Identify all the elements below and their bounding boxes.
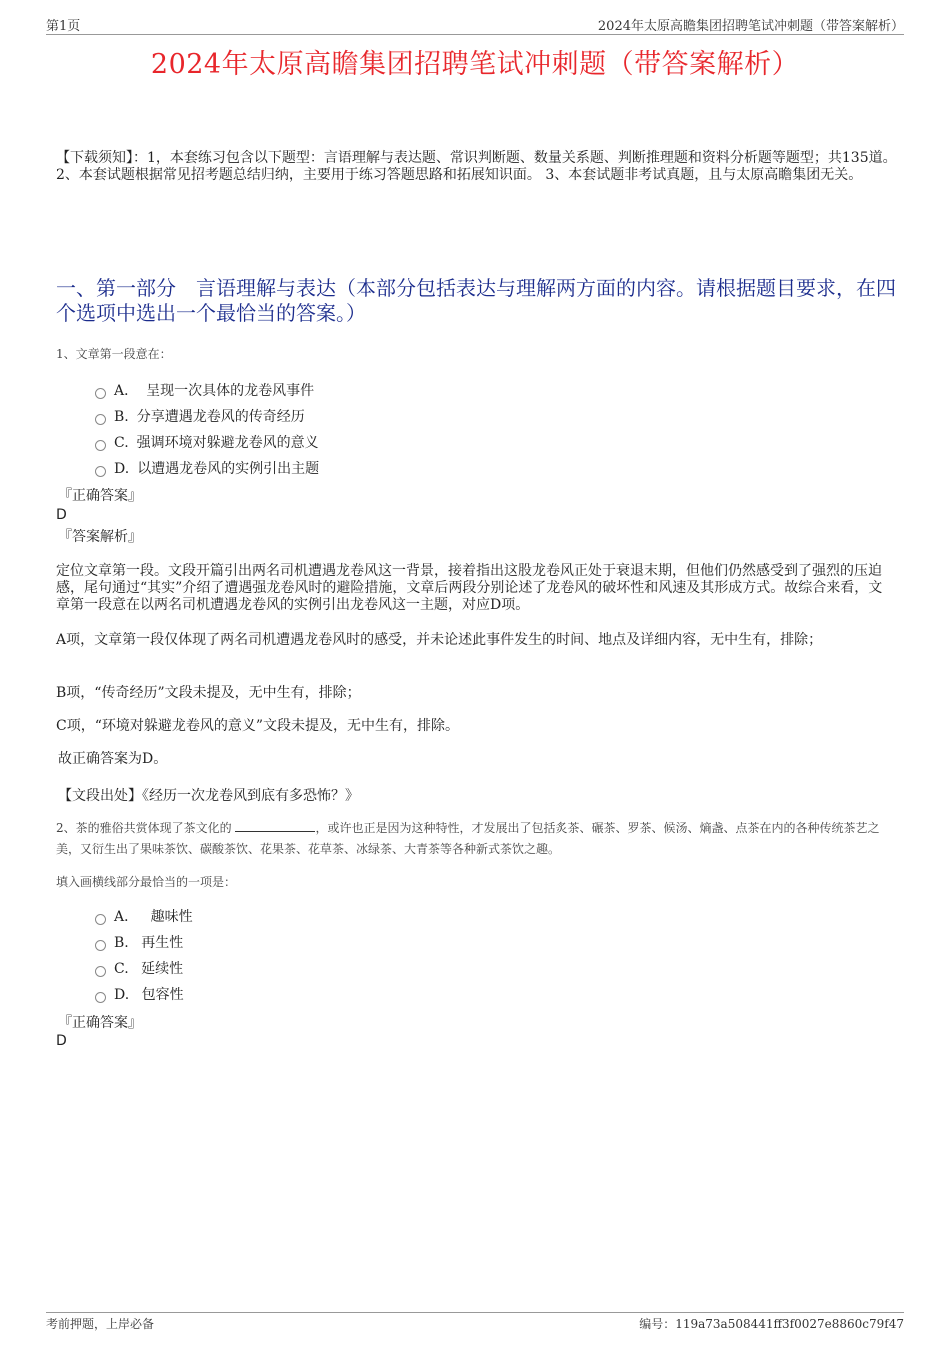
document-title: 2024年太原高瞻集团招聘笔试冲刺题（带答案解析） — [150, 49, 800, 80]
option-text: 以遭遇龙卷风的实例引出主题 — [137, 461, 320, 477]
radio-icon[interactable] — [95, 966, 106, 977]
question-1-option-d[interactable] — [95, 456, 319, 482]
question-1-option-b[interactable] — [95, 404, 319, 430]
question-2-answer-label: 『正确答案』 — [58, 1015, 142, 1031]
question-1-option-c[interactable] — [95, 430, 319, 456]
section-heading: 一、第一部分 言语理解与表达（本部分包括表达与理解两方面的内容。请根据题目要求，在四个选项中选出一个最恰当的答案。） — [56, 276, 896, 325]
radio-icon[interactable] — [95, 466, 106, 477]
question-2-option-c[interactable] — [95, 956, 193, 982]
question-2-answer: D — [56, 1033, 67, 1049]
option-letter: D. — [114, 461, 130, 477]
question-2-options — [95, 904, 193, 1008]
radio-icon[interactable] — [95, 440, 106, 451]
option-text: 再生性 — [141, 935, 184, 951]
option-text: 呈现一次具体的龙卷风事件 — [146, 383, 315, 399]
radio-icon[interactable] — [95, 992, 106, 1003]
question-1-stem: 1、文章第一段意在： — [56, 347, 172, 361]
option-text: 包容性 — [141, 987, 184, 1003]
footer-serial: 编号：119a73a508441ff3f0027e8860c79f47 — [639, 1317, 904, 1331]
question-1-analysis-paragraph: A项，文章第一段仅体现了两名司机遭遇龙卷风时的感受，并未论述此事件发生的时间、地点及详细内容，无中生有，排除； — [56, 632, 823, 648]
radio-icon[interactable] — [95, 940, 106, 951]
option-letter: A． — [114, 383, 139, 399]
question-2-option-b[interactable] — [95, 930, 193, 956]
question-1-analysis-paragraph: C项，“环境对躲避龙卷风的意义”文段未提及，无中生有，排除。 — [56, 718, 460, 734]
footer-slogan: 考前押题，上岸必备 — [46, 1317, 155, 1331]
option-letter: B. — [114, 409, 129, 425]
fill-blank — [235, 819, 315, 832]
question-1-options — [95, 378, 319, 482]
option-text: 分享遭遇龙卷风的传奇经历 — [136, 409, 305, 425]
question-2-stem-before: 2、茶的雅俗共赏体现了茶文化的 — [56, 821, 232, 835]
option-letter: D. — [114, 987, 130, 1003]
option-letter: C. — [114, 435, 129, 451]
option-letter: C. — [114, 961, 129, 977]
question-1-answer: D — [56, 507, 67, 523]
question-1-analysis-paragraph: 定位文章第一段。文段开篇引出两名司机遭遇龙卷风这一背景，接着指出这股龙卷风正处于衰退末期，但他们仍然感受到了强烈的压迫感，尾句通过“其实”介绍了遭遇强龙卷风时的避险措施，文章后两段分别论述了龙卷风的破坏性和风速及其形成方式。故综合来看，文章第一段意在以两名司机遭遇龙卷风的实例引出龙卷风这一主题，对应D项。 — [56, 563, 883, 613]
radio-icon[interactable] — [95, 414, 106, 425]
page-header — [46, 14, 904, 35]
question-2-stem-after: ，或许也正是因为这种特性，才发展出了包括炙茶、碾茶、罗茶、候汤、熵盏、点茶在内的各种传统茶艺之美，又衍生出了果味茶饮、碳酸茶饮、花果茶、花草茶、冰绿茶、大青茶等各种新式茶饮之趣。 — [56, 821, 880, 856]
download-notice: 【下载须知】：1，本套练习包含以下题型：言语理解与表达题、常识判断题、数量关系题、判断推理题和资料分析题等题型；共135道。 2、本套试题根据常见招考题总结归纳，主要用于练习答题思路和拓展知识面。 3、本套试题非考试真题，且与太原高瞻集团无关。 — [56, 150, 897, 183]
option-text: 延续性 — [141, 961, 184, 977]
question-1-analysis-paragraph: B项，“传奇经历”文段未提及，无中生有，排除； — [56, 685, 361, 701]
question-2-option-d[interactable] — [95, 982, 193, 1008]
option-text: 趣味性 — [150, 909, 193, 925]
question-1-answer-label: 『正确答案』 — [58, 488, 142, 504]
option-text: 强调环境对躲避龙卷风的意义 — [136, 435, 319, 451]
page-footer — [46, 1312, 904, 1331]
question-2-stem — [56, 818, 902, 860]
question-1-source: 【文段出处】《经历一次龙卷风到底有多恐怖？》 — [58, 788, 359, 804]
option-letter: B. — [114, 935, 129, 951]
header-doc-title: 2024年太原高瞻集团招聘笔试冲刺题（带答案解析） — [597, 19, 904, 34]
option-letter: A． — [114, 909, 139, 925]
question-2-prompt: 填入画横线部分最恰当的一项是： — [56, 875, 237, 889]
page-number: 第1页 — [46, 19, 81, 34]
question-1-option-a[interactable] — [95, 378, 319, 404]
question-1-analysis-label: 『答案解析』 — [58, 529, 142, 545]
radio-icon[interactable] — [95, 914, 106, 925]
question-2-option-a[interactable] — [95, 904, 193, 930]
radio-icon[interactable] — [95, 388, 106, 399]
question-1-conclusion: 故正确答案为D。 — [58, 751, 168, 767]
